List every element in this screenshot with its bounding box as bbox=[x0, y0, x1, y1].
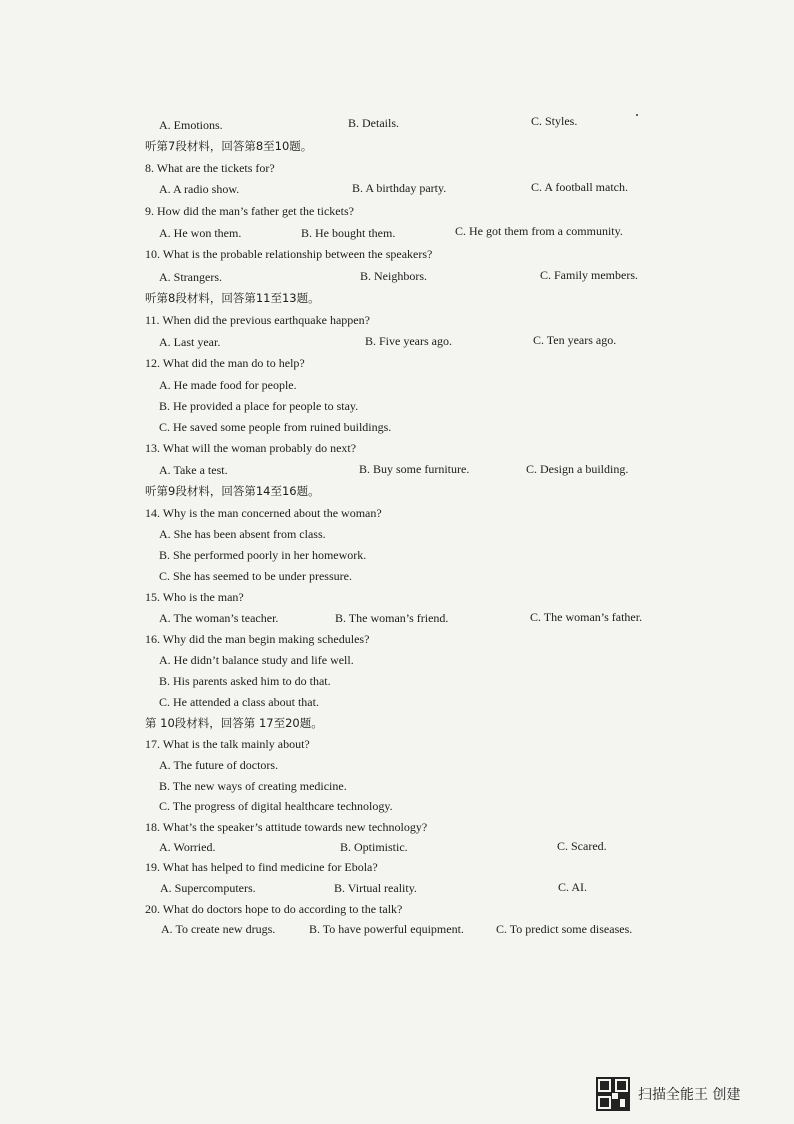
option-11a: A. Last year. bbox=[159, 335, 221, 349]
option-15a: A. The woman’s teacher. bbox=[159, 611, 279, 625]
option-16c: C. He attended a class about that. bbox=[159, 695, 319, 709]
question-20: 20. What do doctors hope to do according to the talk? bbox=[145, 902, 403, 916]
option-8b: B. A birthday party. bbox=[352, 181, 447, 195]
section-heading-8: 听第8段材料，回答第11至13题。 bbox=[145, 291, 320, 305]
option-11c: C. Ten years ago. bbox=[533, 333, 617, 347]
option-12a: A. He made food for people. bbox=[159, 378, 297, 392]
scanner-brand-text: 扫描全能王 创建 bbox=[638, 1087, 741, 1103]
option-11b: B. Five years ago. bbox=[365, 334, 452, 348]
section-heading-7: 听第7段材料，回答第8至10题。 bbox=[145, 139, 313, 153]
option-16a: A. He didn’t balance study and life well. bbox=[159, 653, 354, 667]
option-20b: B. To have powerful equipment. bbox=[309, 922, 464, 936]
question-15: 15. Who is the man? bbox=[145, 590, 244, 604]
option-19b: B. Virtual reality. bbox=[334, 881, 417, 895]
option-9b: B. He bought them. bbox=[301, 226, 396, 240]
option-8a: A. A radio show. bbox=[159, 182, 240, 196]
question-18: 18. What’s the speaker’s attitude towards new technology? bbox=[145, 820, 428, 834]
question-11: 11. When did the previous earthquake happen? bbox=[145, 313, 370, 327]
option-8c: C. A football match. bbox=[531, 180, 628, 194]
option-7b: B. Details. bbox=[348, 116, 399, 130]
option-14a: A. She has been absent from class. bbox=[159, 527, 326, 541]
option-10a: A. Strangers. bbox=[159, 270, 222, 284]
option-12b: B. He provided a place for people to stay. bbox=[159, 399, 359, 413]
option-15c: C. The woman’s father. bbox=[530, 610, 643, 624]
option-7a: A. Emotions. bbox=[159, 118, 223, 132]
scanner-watermark bbox=[596, 1076, 776, 1112]
question-19: 19. What has helped to find medicine for Ebola? bbox=[145, 860, 378, 874]
option-17b: B. The new ways of creating medicine. bbox=[159, 779, 347, 793]
option-20c: C. To predict some diseases. bbox=[496, 922, 633, 936]
question-12: 12. What did the man do to help? bbox=[145, 356, 305, 370]
question-17: 17. What is the talk mainly about? bbox=[145, 737, 310, 751]
option-16b: B. His parents asked him to do that. bbox=[159, 674, 331, 688]
option-13a: A. Take a test. bbox=[159, 463, 228, 477]
option-9c: C. He got them from a community. bbox=[455, 224, 623, 238]
section-heading-9: 听第9段材料，回答第14至16题。 bbox=[145, 484, 320, 498]
option-12c: C. He saved some people from ruined buildings. bbox=[159, 420, 392, 434]
question-16: 16. Why did the man begin making schedules? bbox=[145, 632, 370, 646]
option-15b: B. The woman’s friend. bbox=[335, 611, 449, 625]
option-10b: B. Neighbors. bbox=[360, 269, 427, 283]
question-9: 9. How did the man’s father get the tickets? bbox=[145, 204, 354, 218]
option-18a: A. Worried. bbox=[159, 840, 216, 854]
question-10: 10. What is the probable relationship between the speakers? bbox=[145, 247, 433, 261]
option-13b: B. Buy some furniture. bbox=[359, 462, 470, 476]
qr-code-icon bbox=[596, 1077, 630, 1111]
option-7c: C. Styles. bbox=[531, 114, 578, 128]
option-9a: A. He won them. bbox=[159, 226, 242, 240]
option-14b: B. She performed poorly in her homework. bbox=[159, 548, 367, 562]
option-17c: C. The progress of digital healthcare technology. bbox=[159, 799, 393, 813]
option-19a: A. Supercomputers. bbox=[160, 881, 256, 895]
option-18c: C. Scared. bbox=[557, 839, 607, 853]
option-20a: A. To create new drugs. bbox=[161, 922, 276, 936]
option-19c: C. AI. bbox=[558, 880, 588, 894]
option-14c: C. She has seemed to be under pressure. bbox=[159, 569, 352, 583]
option-13c: C. Design a building. bbox=[526, 462, 629, 476]
speck bbox=[636, 114, 638, 116]
question-14: 14. Why is the man concerned about the woman? bbox=[145, 506, 382, 520]
option-18b: B. Optimistic. bbox=[340, 840, 408, 854]
question-13: 13. What will the woman probably do next? bbox=[145, 441, 357, 455]
question-8: 8. What are the tickets for? bbox=[145, 161, 275, 175]
option-17a: A. The future of doctors. bbox=[159, 758, 279, 772]
option-10c: C. Family members. bbox=[540, 268, 638, 282]
section-heading-10: 第 10段材料，回答第 17至20题。 bbox=[145, 716, 323, 730]
